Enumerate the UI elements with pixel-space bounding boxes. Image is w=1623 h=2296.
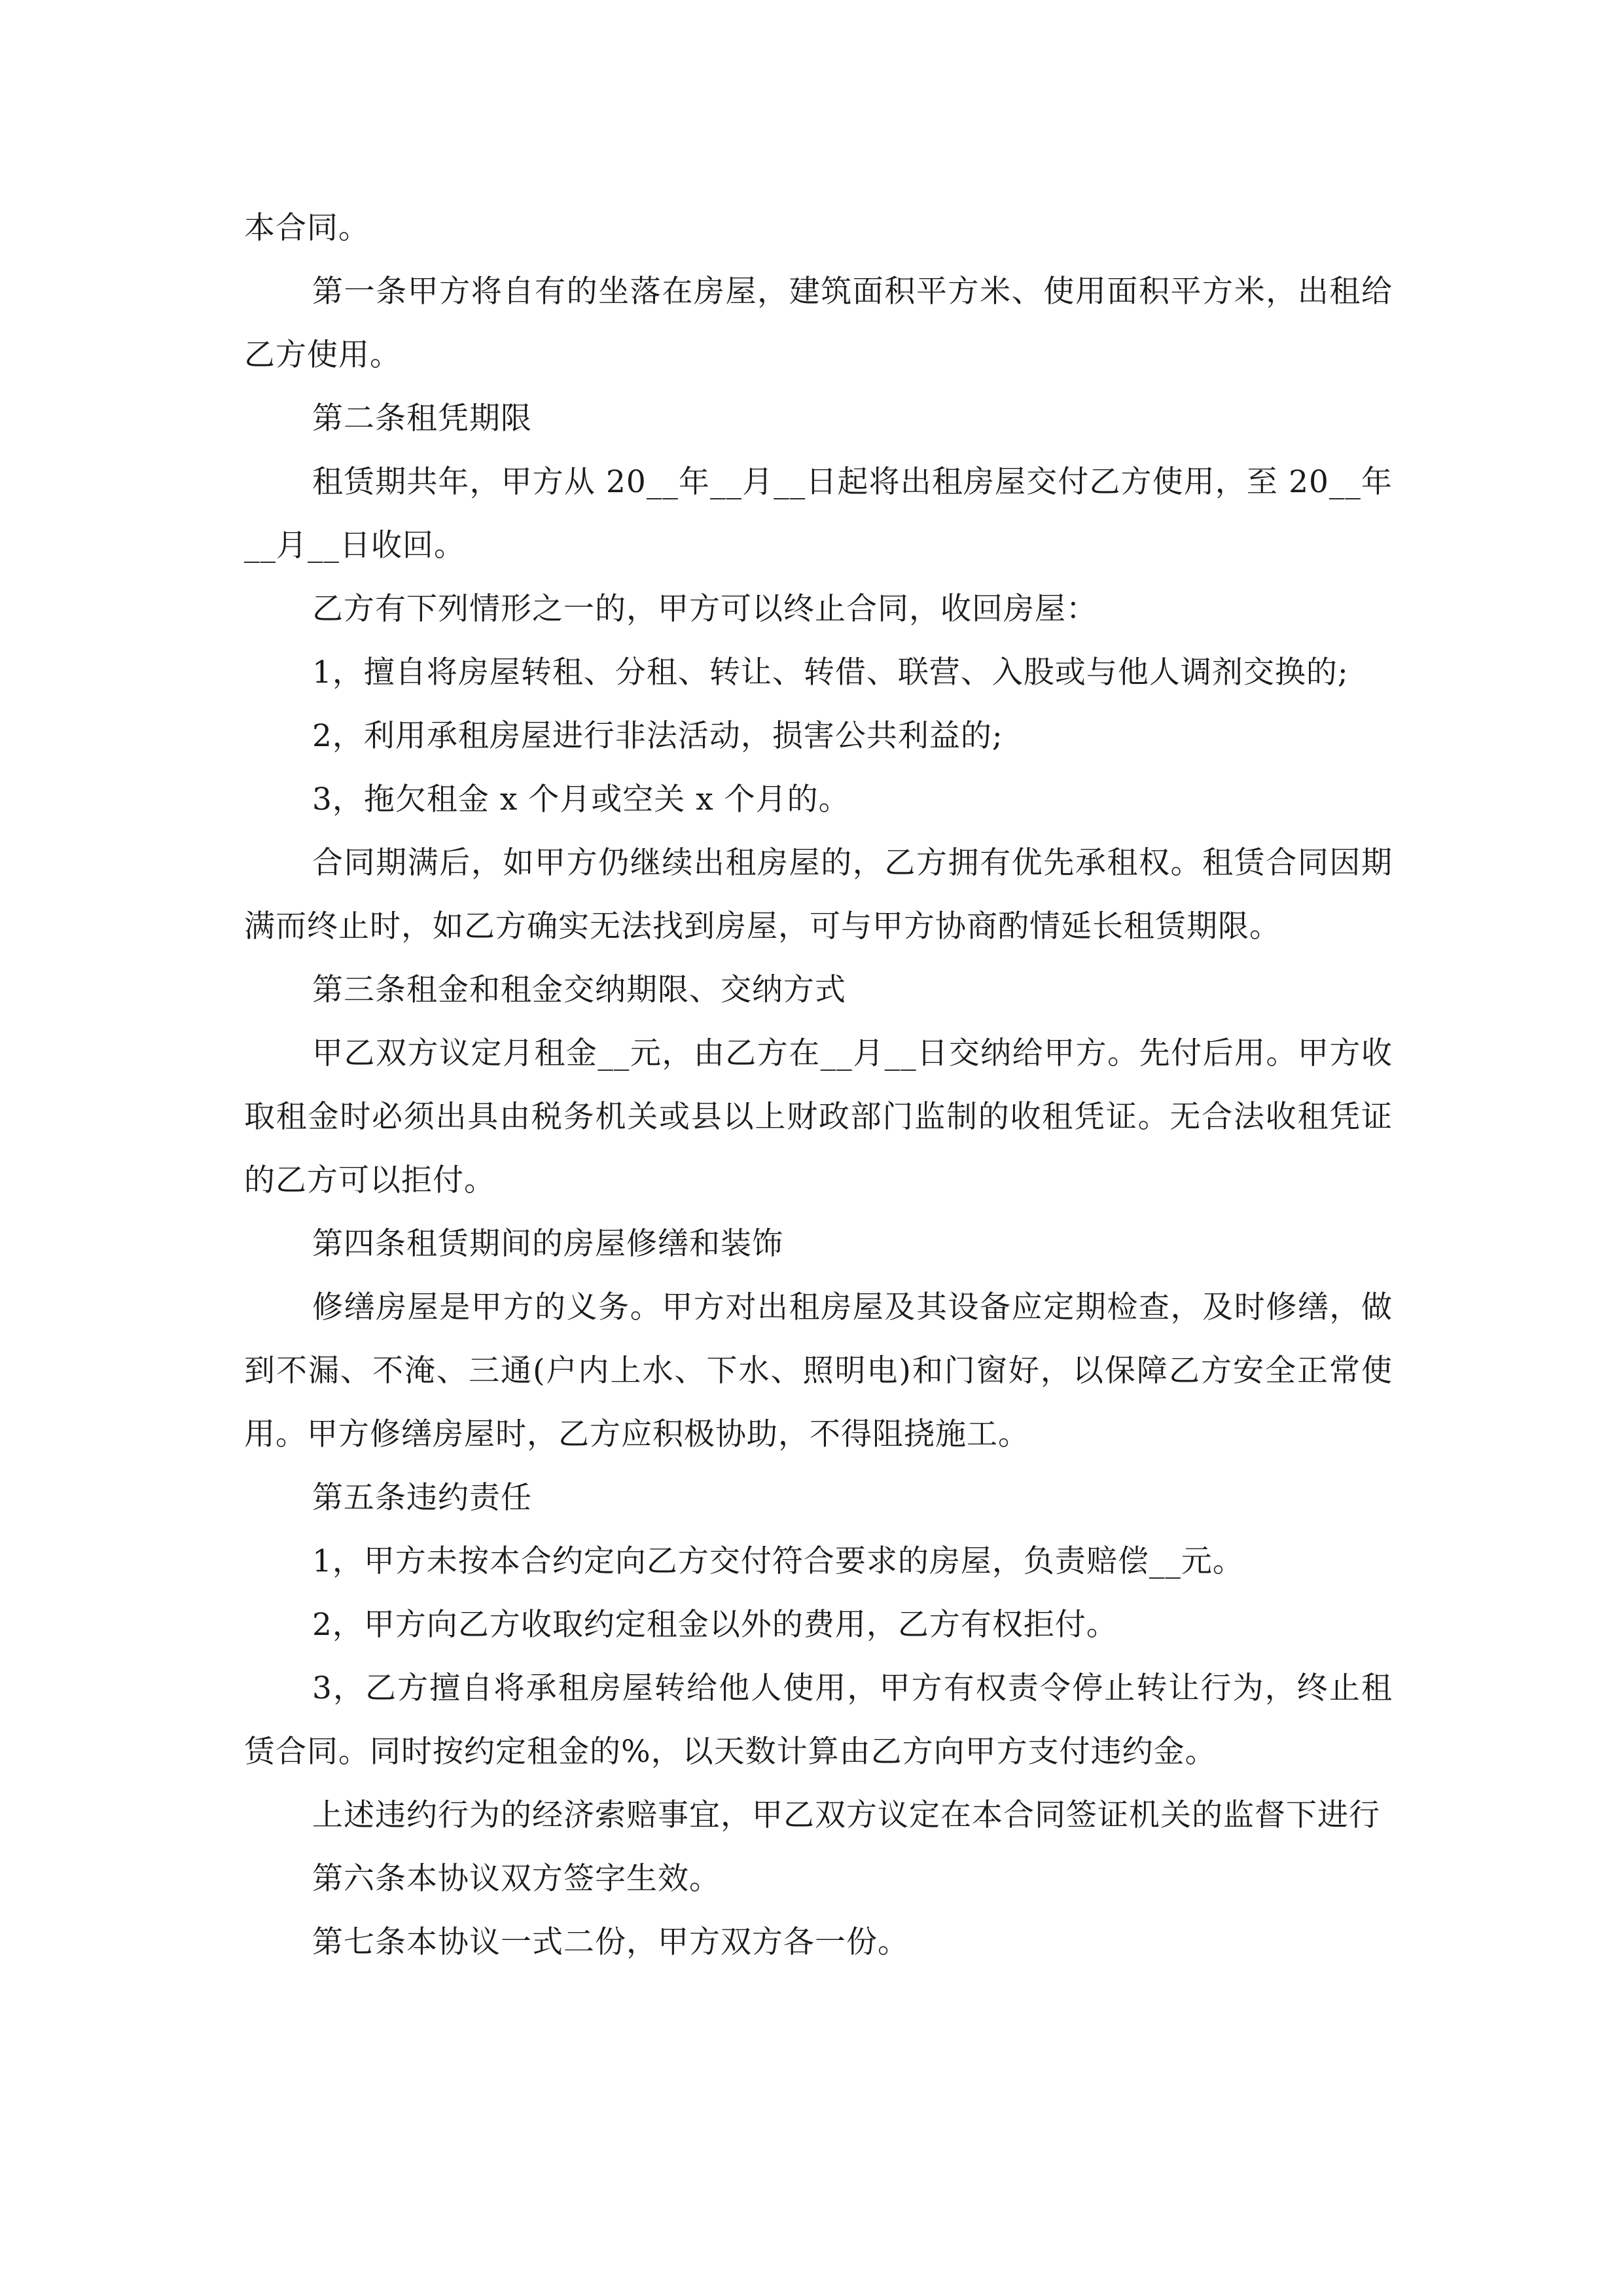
breach-item-3: 3，乙方擅自将承租房屋转给他人使用，甲方有权责令停止转让行为，终止租赁合同。同时按约定租金的%，以天数计算由乙方向甲方支付违约金。 — [244, 1670, 1393, 1770]
paragraph-termination-intro: 乙方有下列情形之一的，甲方可以终止合同，收回房屋： — [312, 591, 1097, 627]
heading-article-3: 第三条租金和租金交纳期限、交纳方式 — [312, 972, 846, 1008]
list-item-2: 2，利用承租房屋进行非法活动，损害公共利益的; — [312, 718, 1003, 754]
heading-article-5: 第五条违约责任 — [312, 1480, 532, 1516]
heading-article-7: 第七条本协议一式二份，甲方双方各一份。 — [312, 1924, 909, 1960]
paragraph-claims: 上述违约行为的经济索赔事宜，甲乙双方议定在本合同签证机关的监督下进行 — [312, 1797, 1380, 1833]
list-item-3: 3，拖欠租金 x 个月或空关 x 个月的。 — [312, 781, 850, 817]
heading-article-4: 第四条租赁期间的房屋修缮和装饰 — [312, 1226, 783, 1262]
breach-item-1: 1，甲方未按本合约定向乙方交付符合要求的房屋，负责赔偿__元。 — [312, 1543, 1244, 1579]
heading-article-2: 第二条租凭期限 — [312, 401, 532, 437]
breach-item-2: 2，甲方向乙方收取约定租金以外的费用，乙方有权拒付。 — [312, 1607, 1118, 1643]
paragraph-lease-term: 租赁期共年，甲方从 20__年__月__日起将出租房屋交付乙方使用，至 20__年__月__日收回。 — [244, 464, 1393, 564]
paragraph-renewal: 合同期满后，如甲方仍继续出租房屋的，乙方拥有优先承租权。租赁合同因期满而终止时，如乙方确实无法找到房屋，可与甲方协商酌情延长租赁期限。 — [244, 845, 1393, 944]
paragraph-article-1: 第一条甲方将自有的坐落在房屋，建筑面积平方米、使用面积平方米，出租给乙方使用。 — [244, 274, 1393, 373]
document-body — [244, 196, 1393, 1974]
list-item-1: 1，擅自将房屋转租、分租、转让、转借、联营、入股或与他人调剂交换的; — [312, 655, 1349, 691]
paragraph-rent: 甲乙双方议定月租金__元，由乙方在__月__日交纳给甲方。先付后用。甲方收取租金时必须出具由税务机关或县以上财政部门监制的收租凭证。无合法收租凭证的乙方可以拒付。 — [244, 1035, 1393, 1198]
paragraph-continuation: 本合同。 — [244, 210, 370, 246]
heading-article-6: 第六条本协议双方签字生效。 — [312, 1861, 721, 1897]
paragraph-repairs: 修缮房屋是甲方的义务。甲方对出租房屋及其设备应定期检查，及时修缮，做到不漏、不淹、三通(户内上水、下水、照明电)和门窗好，以保障乙方安全正常使用。甲方修缮房屋时，乙方应积极协助，不得阻挠施工。 — [244, 1289, 1393, 1452]
